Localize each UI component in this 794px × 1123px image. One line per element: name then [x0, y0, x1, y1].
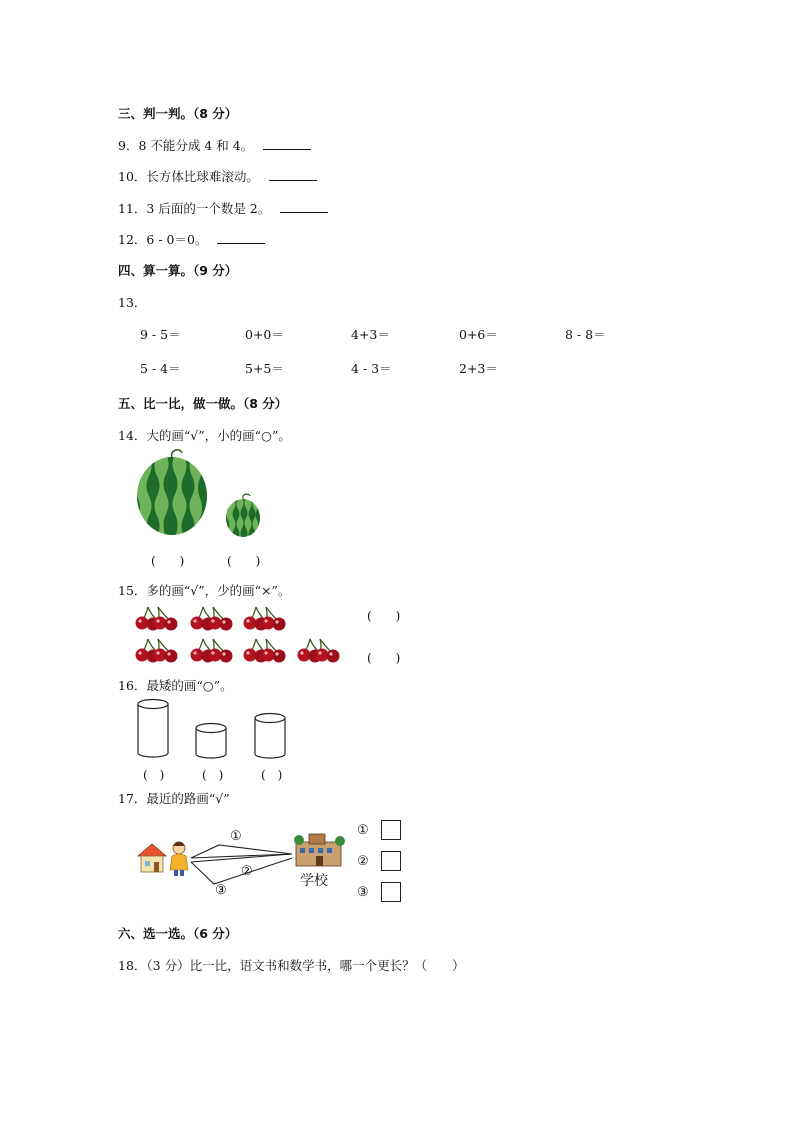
question-11-text: 11．3 后面的一个数是 2。 [118, 201, 271, 216]
question-9 [118, 136, 311, 154]
option-checkbox-3[interactable] [381, 882, 401, 902]
route-label-3: ③ [215, 883, 227, 898]
question-13-label: 13． [118, 295, 147, 310]
cherry-row-bottom [136, 639, 340, 663]
option-label-1: ① [357, 823, 369, 838]
calc-item: 8 - 8＝ [565, 327, 606, 342]
answer-paren-cylinder-1[interactable]: ( ) [143, 768, 165, 782]
route-1-line [191, 854, 292, 858]
child-icon [170, 842, 188, 877]
option-checkbox-1[interactable] [381, 820, 401, 840]
cherry-group [244, 639, 286, 663]
section-4-title: 四、算一算。（9 分） [118, 263, 238, 278]
watermelon-illustration [132, 448, 272, 543]
option-checkbox-2[interactable] [381, 851, 401, 871]
cherry-group [191, 639, 233, 663]
house-icon [138, 844, 166, 872]
cherry-group [136, 639, 178, 663]
calc-item: 5+5＝ [245, 361, 284, 376]
answer-paren-cylinder-2[interactable]: ( ) [202, 768, 224, 782]
section-3-title: 三、判一判。（8 分） [118, 106, 238, 121]
question-10 [118, 167, 317, 185]
option-label-2: ② [357, 854, 369, 869]
cherry-group [298, 639, 340, 663]
calc-item: 0+6＝ [459, 327, 498, 342]
question-9-text: 9．8 不能分成 4 和 4。 [118, 138, 254, 153]
calc-item: 9 - 5＝ [140, 327, 181, 342]
answer-blank-10[interactable] [269, 170, 317, 181]
cherry-group [244, 607, 286, 631]
route-2-line [191, 854, 292, 862]
question-16-text: 16．最矮的画“○”。 [118, 678, 233, 693]
calc-item: 4 - 3＝ [351, 361, 392, 376]
question-12 [118, 230, 265, 248]
question-12-text: 12．6 - 0＝0。 [118, 232, 208, 247]
calc-item: 4+3＝ [351, 327, 390, 342]
calc-item: 5 - 4＝ [140, 361, 181, 376]
small-watermelon [222, 494, 265, 540]
question-11 [118, 199, 328, 217]
answer-blank-11[interactable] [280, 202, 328, 213]
question-15-text: 15．多的画“√”，少的画“×”。 [118, 583, 291, 598]
school-icon [294, 834, 345, 866]
question-18-text: 18．（3 分）比一比，语文书和数学书，哪一个更长？（ ） [118, 958, 465, 973]
cherry-row-top [136, 607, 286, 631]
cherry-group [191, 607, 233, 631]
option-label-3: ③ [357, 885, 369, 900]
answer-paren-big-watermelon[interactable]: ( ) [151, 554, 185, 568]
question-10-text: 10．长方体比球难滚动。 [118, 169, 259, 184]
answer-blank-9[interactable] [263, 139, 311, 150]
calc-item: 2+3＝ [459, 361, 498, 376]
calc-item: 0+0＝ [245, 327, 284, 342]
section-5-title: 五、比一比，做一做。（8 分） [118, 396, 288, 411]
cherry-illustration [134, 601, 349, 667]
school-label: 学校 [300, 873, 328, 889]
answer-blank-12[interactable] [217, 233, 265, 244]
route-label-2: ② [241, 864, 253, 879]
big-watermelon [132, 450, 212, 538]
cherry-group [136, 607, 178, 631]
answer-paren-cherry-bottom[interactable]: ( ) [367, 651, 401, 665]
cylinder-illustration [134, 696, 294, 762]
answer-paren-cylinder-3[interactable]: ( ) [261, 768, 283, 782]
answer-paren-small-watermelon[interactable]: ( ) [227, 554, 261, 568]
route-label-1: ① [230, 829, 242, 844]
answer-paren-cherry-top[interactable]: ( ) [367, 609, 401, 623]
cylinder-short [196, 724, 226, 759]
question-14-text: 14．大的画“√”，小的画“○”。 [118, 428, 291, 443]
section-6-title: 六、选一选。（6 分） [118, 926, 238, 941]
cylinder-tall [138, 700, 168, 758]
cylinder-medium [255, 714, 285, 759]
question-17-text: 17．最近的路画“√” [118, 791, 230, 806]
